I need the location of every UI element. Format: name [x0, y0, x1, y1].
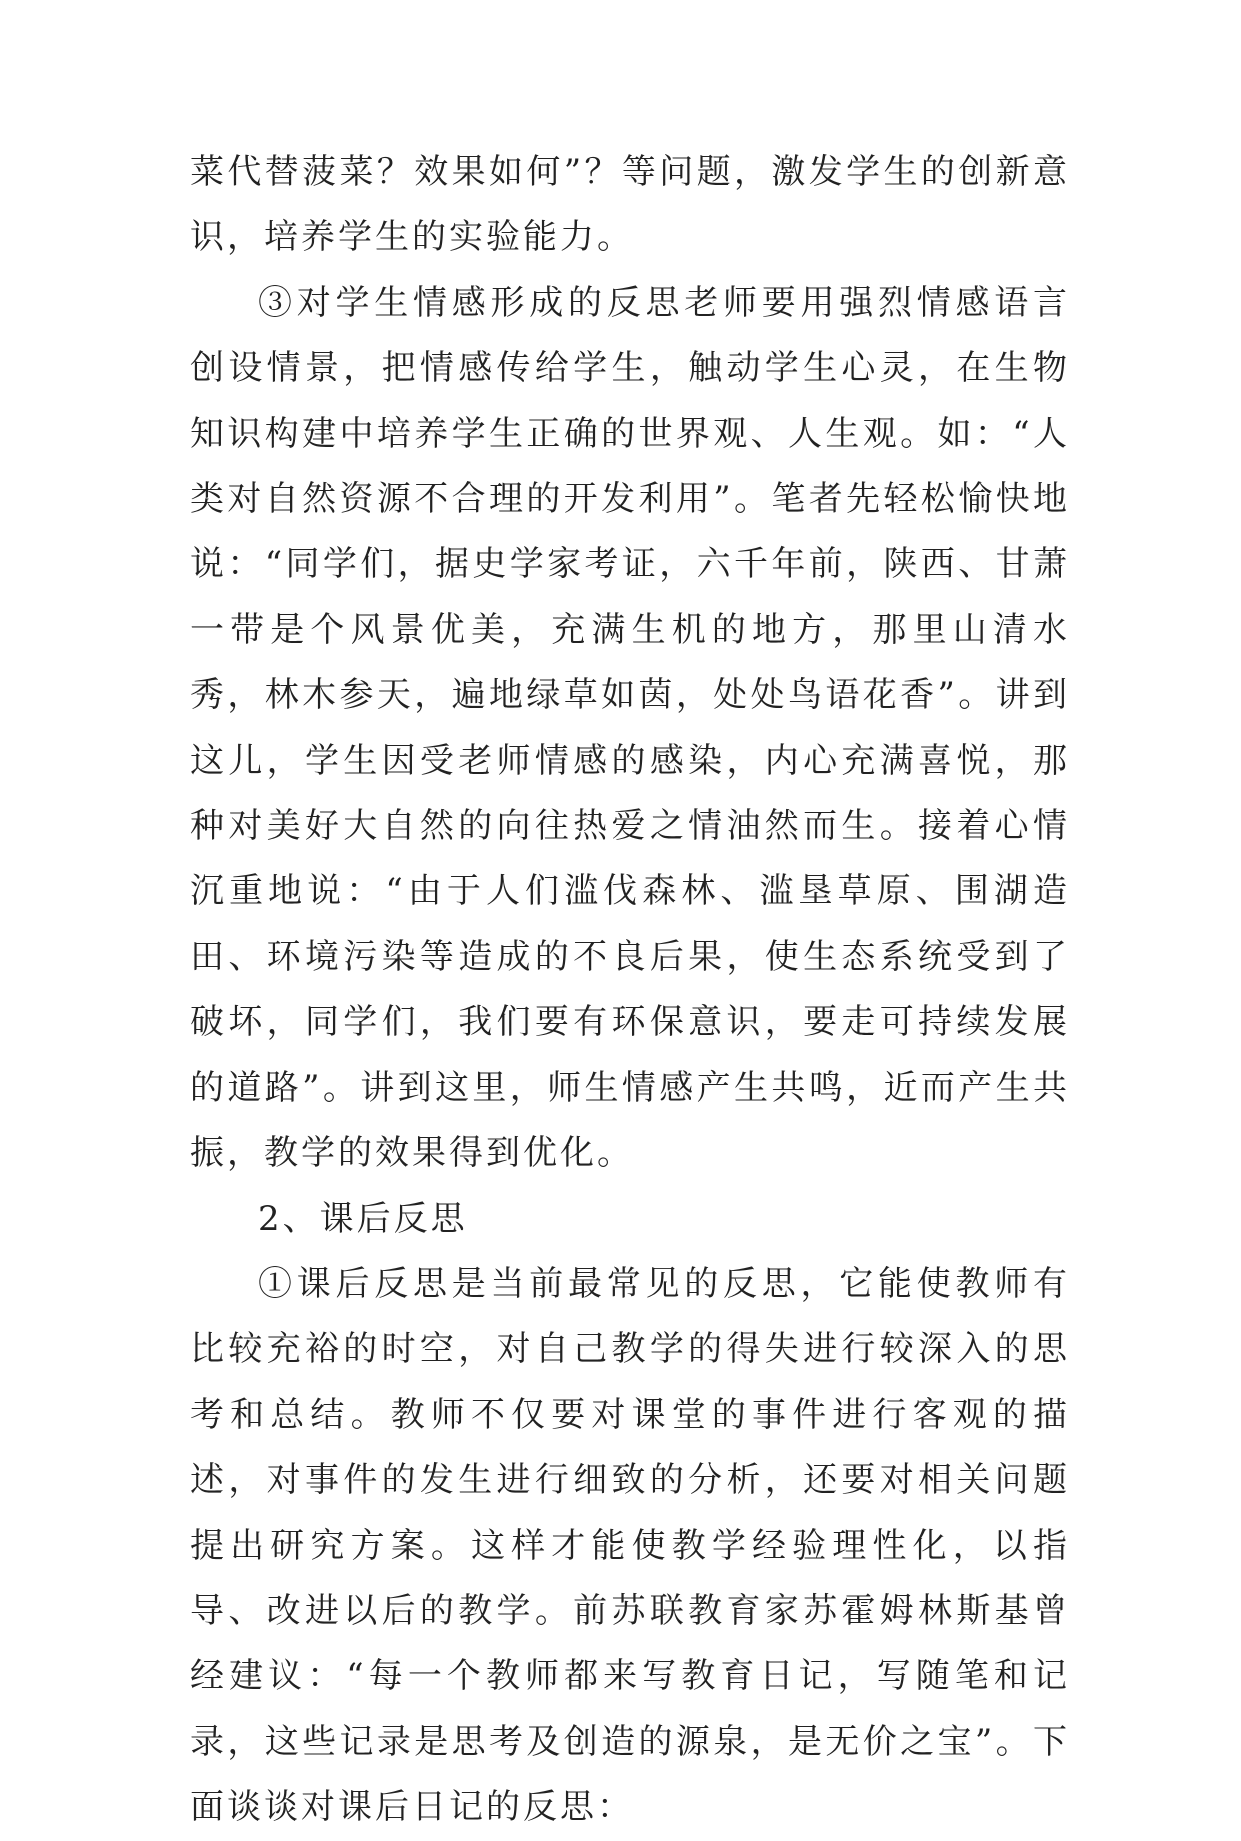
paragraph-after-class-reflection: ①课后反思是当前最常见的反思，它能使教师有比较充裕的时空，对自己教学的得失进行较深入的思考和总结。教师不仅要对课堂的事件进行客观的描述，对事件的发生进行细致的分析，还要对相关问题提出研究方案。这样才能使教学经验理性化，以指导、改进以后的教学。前苏联教育家苏霍姆林斯基曾经建议：“每一个教师都来写教育日记，写随笔和记录，这些记录是思考及创造的源泉，是无价之宝”。下面谈谈对课后日记的反思： [190, 1263, 1070, 1828]
paragraph-emotion-reflection: ③对学生情感形成的反思老师要用强烈情感语言创设情景，把情感传给学生，触动学生心灵，在生物知识构建中培养学生正确的世界观、人生观。如：“人类对自然资源不合理的开发利用”。笔者先轻松愉快地说：“同学们，据史学家考证，六千年前，陕西、甘萧一带是个风景优美，充满生机的地方，那里山清水秀，林木参天，遍地绿草如茵，处处鸟语花香”。讲到这儿，学生因受老师情感的感染，内心充满喜悦，那种对美好大自然的向往热爱之情油然而生。接着心情沉重地说：“由于人们滥伐森林、滥垦草原、围湖造田、环境污染等造成的不良后果，使生态系统受到了破坏，同学们，我们要有环保意识，要走可持续发展的道路”。讲到这里，师生情感产生共鸣，近而产生共振，教学的效果得到优化。 [190, 282, 1070, 1174]
document-page [190, 140, 1070, 1841]
paragraph-continuation: 菜代替菠菜？效果如何”？等问题，激发学生的创新意识，培养学生的实验能力。 [190, 152, 1070, 258]
section-heading-after-class-reflection: 2、课后反思 [258, 1198, 468, 1239]
